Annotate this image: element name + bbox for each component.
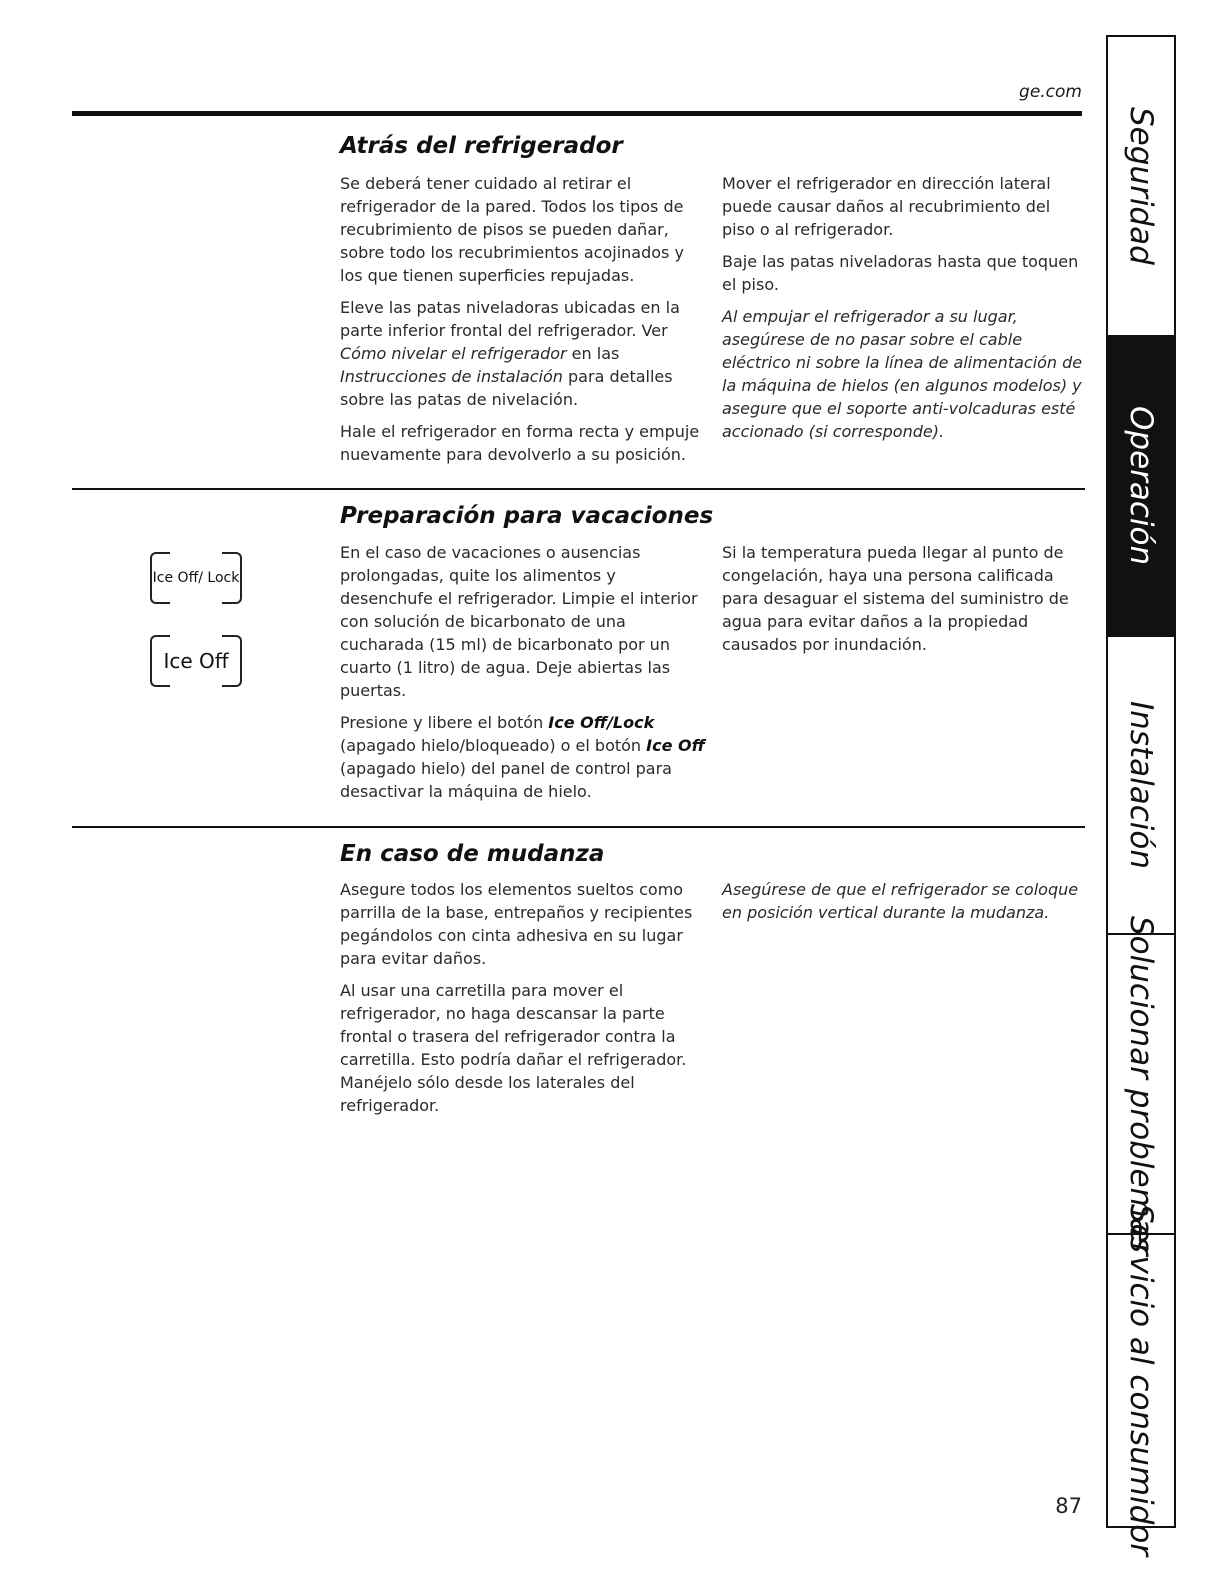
section-mudanza-right <box>722 878 1087 933</box>
paragraph: Presione y libere el botón Ice Off/Lock (apagado hielo/bloqueado) o el botón Ice Off (apagado hielo) del panel de control para desactivar la máquina de hielo. <box>340 713 705 801</box>
section-atras-left <box>340 172 705 475</box>
paragraph: Se deberá tener cuidado al retirar el refrigerador de la pared. Todos los tipos de recubrimiento de pisos se pueden dañar, sobre todo los recubrimientos acojinados y los que tienen superficies repujadas. <box>340 174 684 285</box>
section-vacaciones-right <box>722 541 1087 665</box>
section-atras-right <box>722 172 1087 452</box>
paragraph: Eleve las patas niveladoras ubicadas en la parte inferior frontal del refrigerador. Ver Cómo nivelar el refrigerador en las Instrucciones de instalación para detalles sobre las patas de nivelación. <box>340 298 680 409</box>
paragraph: Si la temperatura pueda llegar al punto de congelación, haya una persona calificada para desaguar el sistema del suministro de agua para evitar daños a la propiedad causados por inundación. <box>722 543 1069 654</box>
section-vacaciones-left <box>340 541 705 812</box>
paragraph: Hale el refrigerador en forma recta y empuje nuevamente para devolverlo a su posición. <box>340 422 700 464</box>
paragraph: Al empujar el refrigerador a su lugar, asegúrese de no pasar sobre el cable eléctrico ni sobre la línea de alimentación de la máquina de hielos (en algunos modelos) y asegure que el soporte anti-volcaduras esté accionado (si corresponde). <box>722 307 1083 441</box>
ice-off-button-icon: Ice Off <box>150 635 242 687</box>
header-rule <box>72 111 1082 116</box>
page-number: 87 <box>1055 1494 1082 1518</box>
paragraph: En el caso de vacaciones o ausencias prolongadas, quite los alimentos y desenchufe el refrigerador. Limpie el interior con solución de bicarbonato de una cucharada (15 ml) de bicarbonato por un cuarto (1 litro) de agua. Deje abiertas las puertas. <box>340 543 698 700</box>
tab-instalacion[interactable]: Instalación <box>1108 635 1174 933</box>
section-title-mudanza: En caso de mudanza <box>340 841 605 867</box>
tab-seguridad[interactable]: Seguridad <box>1123 107 1159 265</box>
paragraph: Al usar una carretilla para mover el refrigerador, no haga descansar la parte frontal o trasera del refrigerador contra la carretilla. Esto podría dañar el refrigerador. Manéjelo sólo desde los laterales del refrigerador. <box>340 981 687 1115</box>
paragraph: Mover el refrigerador en dirección lateral puede causar daños al recubrimiento del piso o al refrigerador. <box>722 174 1051 239</box>
section-title-vacaciones: Preparación para vacaciones <box>340 503 714 529</box>
section-mudanza-left <box>340 878 705 1126</box>
tab-solucionar-problemas[interactable]: Solucionar problemas <box>1108 933 1174 1233</box>
tab-servicio-consumidor[interactable]: Servicio al consumidor <box>1108 1233 1174 1526</box>
section-divider <box>72 826 1085 828</box>
paragraph: Asegure todos los elementos sueltos como parrilla de la base, entrepaños y recipientes pegándolos con cinta adhesiva en su lugar para evitar daños. <box>340 880 693 968</box>
ice-off-lock-button-icon: Ice Off/ Lock <box>150 552 242 604</box>
section-divider <box>72 488 1085 490</box>
tab-operacion[interactable]: Operación <box>1108 335 1174 635</box>
paragraph: Baje las patas niveladoras hasta que toquen el piso. <box>722 252 1079 294</box>
paragraph: Asegúrese de que el refrigerador se coloque en posición vertical durante la mudanza. <box>722 880 1079 922</box>
site-url: ge.com <box>1019 82 1082 102</box>
section-title-atras: Atrás del refrigerador <box>340 133 623 159</box>
chapter-tabs <box>1106 35 1176 1557</box>
